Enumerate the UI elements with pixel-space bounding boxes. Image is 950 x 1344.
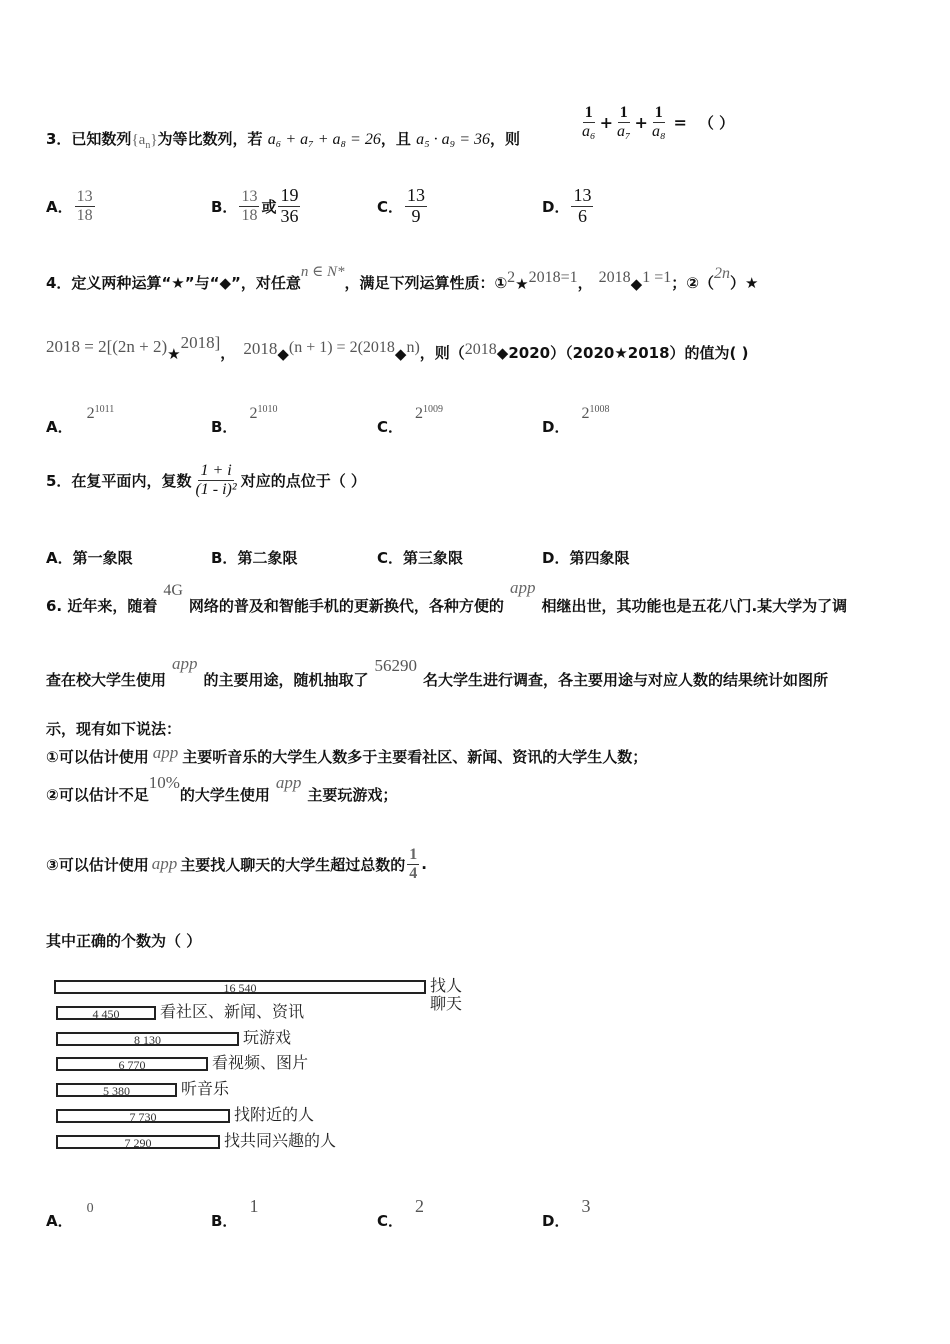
q6-option-c[interactable]	[377, 1196, 425, 1230]
q4-line2-i: ◆2020）（2020★2018）的值为( )	[496, 344, 749, 362]
q6-app-4: app	[275, 773, 302, 792]
q5-frac-num: 1 + i	[200, 462, 232, 479]
q5-option-b-letter: B．	[211, 549, 238, 567]
q3-frac-3	[650, 104, 668, 140]
q4-option-a-base: 2	[86, 405, 95, 422]
q6-app-1: app	[509, 578, 536, 597]
q4-comma-1: ，	[577, 274, 593, 292]
q3-stem-b: 为等比数列，若	[157, 130, 263, 148]
q5-option-d-text: 第四象限	[569, 549, 630, 567]
q3-stem	[46, 128, 520, 151]
q3-option-c-letter: C．	[377, 197, 404, 216]
q4-star-1: ★	[515, 275, 529, 293]
q4-line2-f: n)	[406, 339, 420, 356]
q3-seq	[131, 132, 158, 151]
q6-s2-pct: 10%	[148, 773, 180, 792]
bar-value-label-3: 6 770	[118, 1058, 146, 1072]
q6-app-2: app	[172, 654, 198, 673]
bar-2	[56, 1032, 239, 1046]
q3-frac-3-num: 1	[654, 104, 663, 121]
q4-p3: 2n	[713, 265, 730, 282]
q5-option-b-text: 第二象限	[237, 549, 298, 567]
q6-l1-c: 相继出世，其功能也是五花八门.某大学为了调	[541, 597, 848, 615]
q4-option-d-letter: D．	[542, 418, 570, 436]
q4-close: ）★	[729, 274, 759, 292]
q3-frac-2-den: a₇	[616, 122, 631, 140]
q5-fraction	[193, 462, 238, 498]
q6-l1-a: 6. 近年来，随着	[46, 597, 158, 615]
q3-option-b-num2: 19	[280, 185, 299, 205]
q4-diamond-1: ◆	[630, 275, 643, 293]
q6-s2-c: 主要玩游戏；	[307, 786, 398, 804]
q4-option-c-base: 2	[415, 405, 424, 422]
q5-option-c-text: 第三象限	[403, 549, 464, 567]
q4-line2-c: ，	[220, 344, 236, 362]
q3-stem-c: ，且	[380, 130, 411, 148]
q6-s2-a: ②可以估计不足	[46, 786, 149, 804]
q5-option-c[interactable]	[377, 547, 463, 568]
q6-option-b-val: 1	[249, 1196, 259, 1216]
q5-stem	[46, 462, 366, 498]
q6-s3-num: 1	[409, 846, 418, 863]
q4-line2-a: 2018 = 2[(2n + 2)	[46, 337, 168, 356]
bar-value-label-2: 8 130	[134, 1033, 161, 1047]
q6-statement-1	[46, 743, 648, 767]
q3-stem-d: ，则	[490, 130, 521, 148]
q5-option-a-text: 第一象限	[72, 549, 133, 567]
q4-diamond-3: ◆	[394, 345, 407, 363]
q4-option-a-letter: A．	[46, 418, 73, 436]
q6-s3-a: ③可以估计使用	[46, 855, 149, 874]
q5-frac-den: (1 - i)²	[195, 480, 237, 498]
bar-category-label-4: 听音乐	[181, 1079, 230, 1098]
q3-cond1: a₆ + a₇ + a₈ = 26	[267, 131, 381, 148]
q6-s3-den: 4	[409, 864, 418, 882]
q3-frac-1-num: 1	[584, 104, 593, 121]
q3-option-c-den: 9	[411, 205, 421, 226]
q4-line2-d: 2018	[243, 339, 278, 358]
q3-option-b[interactable]	[211, 186, 302, 227]
q6-l2-b: 的主要用途，随机抽取了	[203, 671, 369, 689]
q4-line1	[46, 264, 759, 293]
q4-option-b-letter: B．	[211, 418, 238, 436]
q3-option-d[interactable]	[542, 186, 595, 227]
q4-option-a[interactable]	[46, 402, 115, 436]
q4-option-d[interactable]	[542, 402, 610, 436]
q6-option-d-val: 3	[581, 1196, 591, 1216]
q5-option-c-letter: C．	[377, 549, 404, 567]
bar-value-label-6: 7 290	[124, 1136, 152, 1150]
q4-star-2: ★	[167, 345, 181, 363]
bar-category-label-1: 看社区、新闻、资讯	[160, 1002, 305, 1021]
q6-ask: 其中正确的个数为（ ）	[46, 932, 202, 950]
q4-option-c[interactable]	[377, 402, 444, 436]
usage-bar-chart	[50, 968, 470, 1168]
bar-5	[56, 1109, 230, 1123]
q5-stem-a: 5．在复平面内，复数	[46, 471, 192, 490]
bar-0	[54, 980, 426, 994]
q6-l2-a: 查在校大学生使用	[46, 671, 167, 689]
q3-answer-paren: （ ）	[698, 113, 735, 132]
q3-option-d-num: 13	[573, 185, 592, 205]
bar-category-label-6: 找共同兴趣的人	[224, 1131, 337, 1150]
q3-plus-1: +	[599, 112, 613, 132]
q3-option-b-den: 18	[241, 206, 258, 224]
q4-option-a-exp: 1011	[94, 404, 115, 415]
q4-line1-b: ，满足下列运算性质：①	[344, 274, 508, 292]
q6-s1-a: ①可以估计使用	[46, 748, 149, 766]
q4-option-c-exp: 1009	[423, 404, 444, 415]
q3-seq-text: {a	[131, 132, 146, 148]
q4-option-c-letter: C．	[377, 418, 404, 436]
bar-value-label-5: 7 730	[129, 1110, 157, 1124]
q4-p1-b: 2018=1	[528, 269, 578, 286]
q6-app-3: app	[152, 743, 179, 762]
q6-option-a-letter: A．	[46, 1212, 73, 1230]
bar-4	[56, 1083, 177, 1097]
q6-s3-b: 主要找人聊天的大学生超过总数的	[180, 855, 406, 874]
q5-option-d[interactable]	[542, 547, 629, 568]
q3-frac-2	[615, 104, 633, 140]
q3-frac-2-num: 1	[619, 104, 628, 121]
q3-option-b-or: 或	[261, 197, 277, 216]
q4-p2-a: 2018	[598, 269, 631, 286]
q3-option-a[interactable]	[46, 188, 97, 224]
q6-sample-size: 56290	[374, 656, 418, 675]
q4-line2	[46, 333, 749, 363]
q4-option-d-exp: 1008	[589, 404, 610, 415]
q6-option-b-letter: B．	[211, 1212, 238, 1230]
q3-option-a-frac	[75, 188, 95, 224]
bar-category-label-2: 玩游戏	[243, 1028, 292, 1047]
q3-option-b-letter: B．	[211, 197, 238, 216]
q6-option-a-val: 0	[86, 1201, 94, 1216]
q3-frac-1-den: a₆	[582, 122, 596, 140]
q4-line2-g: ，则（	[419, 344, 465, 362]
q4-line2-h: 2018	[464, 341, 497, 358]
q6-line1	[46, 578, 847, 616]
q6-statement-3	[46, 846, 427, 882]
q5-stem-b: 对应的点位于（ ）	[240, 471, 366, 490]
q4-p1-a: 2	[507, 269, 516, 286]
q3-option-a-num: 13	[76, 188, 93, 205]
q6-option-c-val: 2	[415, 1196, 425, 1216]
q3-cond2: a₅ · a₉ = 36	[416, 131, 491, 148]
bar-category-label-3: 看视频、图片	[212, 1053, 309, 1072]
q3-plus-2: +	[634, 112, 648, 132]
q4-line2-e: (n + 1) = 2(2018	[288, 339, 395, 356]
q4-line1-a: 4．定义两种运算“★”与“◆”，对任意	[46, 274, 301, 292]
q6-option-c-letter: C．	[377, 1212, 404, 1230]
q3-seq-sub: n	[145, 140, 151, 151]
q6-4g: 4G	[163, 582, 183, 599]
q3-option-a-den: 18	[76, 206, 93, 224]
bar-3	[56, 1057, 208, 1071]
q6-option-a[interactable]	[46, 1196, 94, 1230]
q4-option-b-exp: 1010	[257, 404, 278, 415]
q6-option-b[interactable]	[211, 1196, 259, 1230]
q6-s2-b: 的大学生使用	[179, 786, 270, 804]
q3-option-d-den: 6	[577, 205, 587, 226]
q6-s3-end: .	[421, 855, 427, 874]
q3-option-c-num: 13	[407, 185, 426, 205]
q3-option-c-frac	[405, 186, 427, 227]
q5-option-b[interactable]	[211, 547, 297, 568]
bar-category-label-5: 找附近的人	[234, 1105, 315, 1124]
q4-diamond-2: ◆	[277, 345, 289, 363]
q5-option-a-letter: A．	[46, 549, 73, 567]
q3-option-b-num: 13	[241, 188, 258, 206]
q3-frac-1	[580, 104, 598, 140]
q5-option-a[interactable]	[46, 547, 133, 568]
bar-value-label-4: 5 380	[103, 1084, 130, 1098]
q4-option-d-base: 2	[581, 405, 590, 422]
q3-option-d-letter: D．	[542, 197, 570, 216]
q6-app-5: app	[151, 854, 178, 874]
q4-option-b[interactable]	[211, 402, 278, 436]
bar-1	[56, 1006, 156, 1020]
q6-option-d[interactable]	[542, 1196, 591, 1230]
q4-p2-b: 1 =1	[642, 269, 672, 286]
q6-option-d-letter: D．	[542, 1212, 570, 1230]
q6-l1-b: 网络的普及和智能手机的更新换代，各种方便的	[188, 597, 504, 615]
q3-sum-expression	[578, 104, 734, 140]
q6-l2-c: 名大学生进行调查，各主要用途与对应人数的结果统计如图所	[423, 671, 829, 689]
q6-line2	[46, 654, 828, 690]
q3-option-b-den2: 36	[280, 205, 299, 226]
q4-n-in-N: n ∈ N*	[300, 264, 345, 280]
q3-option-b-frac2	[278, 186, 300, 227]
q6-s3-fraction	[407, 846, 419, 882]
q3-option-d-frac	[571, 186, 593, 227]
q3-option-a-letter: A．	[46, 197, 73, 216]
bar-value-label-0: 16 540	[223, 981, 257, 995]
q3-option-c[interactable]	[377, 186, 429, 227]
q4-line2-b: 2018]	[180, 333, 221, 352]
q3-seq-close: }	[150, 132, 158, 148]
bar-category-label-0: 找人聊天	[430, 976, 463, 1013]
q3-option-b-frac1	[239, 188, 259, 224]
q4-option-b-base: 2	[249, 405, 258, 422]
q3-stem-a: 3．已知数列	[46, 130, 132, 148]
q5-option-d-letter: D．	[542, 549, 570, 567]
q6-line3: 示，现有如下说法：	[46, 720, 182, 738]
q3-equals: =	[673, 112, 687, 132]
q3-frac-3-den: a₈	[651, 122, 666, 140]
bar-value-label-1: 4 450	[92, 1007, 120, 1021]
q4-semi: ；②（	[671, 274, 714, 292]
q6-s1-b: 主要听音乐的大学生人数多于主要看社区、新闻、资讯的大学生人数；	[182, 748, 648, 766]
q6-statement-2	[46, 773, 398, 805]
bar-6	[56, 1135, 220, 1149]
